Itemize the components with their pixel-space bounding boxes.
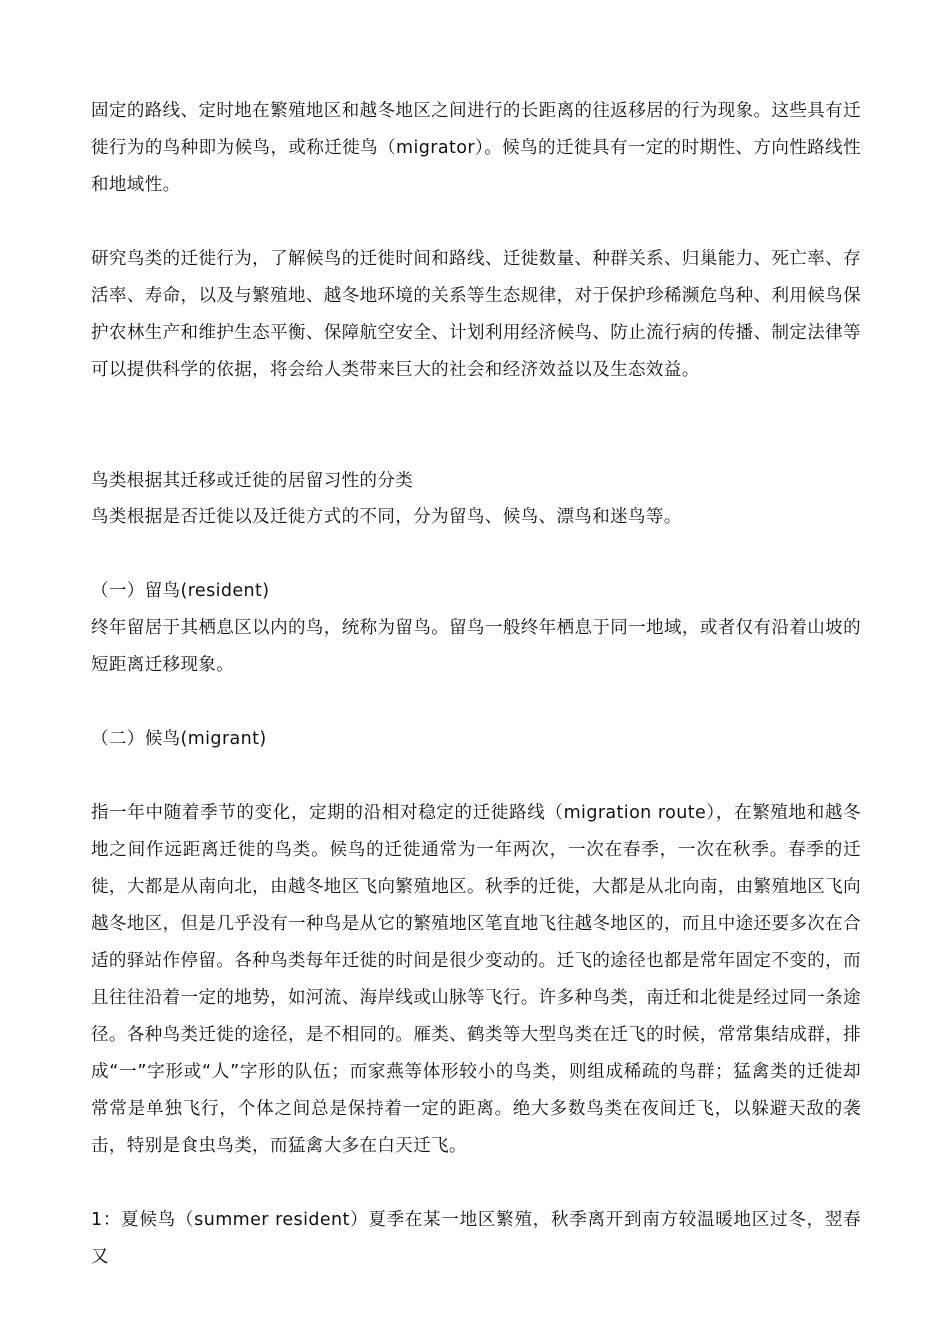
paragraph-summer-resident: 1：夏候鸟（summer resident）夏季在某一地区繁殖，秋季离开到南方较温暖地区过冬，翌春又 <box>91 1210 861 1267</box>
paragraph-migration-research: 研究鸟类的迁徙行为，了解候鸟的迁徙时间和路线、迁徙数量、种群关系、归巢能力、死亡率、存活率、寿命，以及与繁殖地、越冬地环境的关系等生态规律，对于保护珍稀濒危鸟种、利用候鸟保护农林生产和维护生态平衡、保障航空安全、计划利用经济候鸟、防止流行病的传播、制定法律等可以提供科学的依据，将会给人类带来巨大的社会和经济效益以及生态效益。 <box>91 249 861 380</box>
spacer <box>91 758 861 795</box>
document-body <box>91 93 861 1276</box>
spacer <box>91 536 861 573</box>
subheading-migrant: （二）候鸟(migrant) <box>91 729 267 749</box>
spacer <box>91 1165 861 1202</box>
section-heading-classification: 鸟类根据其迁移或迁徙的居留习性的分类 <box>91 471 414 491</box>
spacer <box>91 389 861 463</box>
paragraph-migration-definition: 固定的路线、定时地在繁殖地区和越冬地区之间进行的长距离的往返移居的行为现象。这些具有迁徙行为的鸟种即为候鸟，或称迁徙鸟（migrator）。候鸟的迁徙具有一定的时期性、方向性路线性和地域性。 <box>91 101 861 195</box>
paragraph-classification-intro: 鸟类根据是否迁徙以及迁徙方式的不同，分为留鸟、候鸟、漂鸟和迷鸟等。 <box>91 507 682 527</box>
paragraph-migrant: 指一年中随着季节的变化，定期的沿相对稳定的迁徙路线（migration route），在繁殖地和越冬地之间作远距离迁徙的鸟类。候鸟的迁徙通常为一年两次，一次在春季，一次在秋季。春季的迁徙，大都是从南向北，由越冬地区飞向繁殖地区。秋季的迁徙，大都是从北向南，由繁殖地区飞向越冬地区，但是几乎没有一种鸟是从它的繁殖地区笔直地飞往越冬地区的，而且中途还要多次在合适的驿站作停留。各种鸟类每年迁徙的时间是很少变动的。迁飞的途径也都是常年固定不变的，而且往往沿着一定的地势，如河流、海岸线或山脉等飞行。许多种鸟类，南迁和北徙是经过同一条途径。各种鸟类迁徙的途径，是不相同的。雁类、鹤类等大型鸟类在迁飞的时候，常常集结成群，排成“一”字形或“人”字形的队伍；而家燕等体形较小的鸟类，则组成稀疏的鸟群；猛禽类的迁徙却常常是单独飞行，个体之间总是保持着一定的距离。绝大多数鸟类在夜间迁飞，以躲避天敌的袭击，特别是食虫鸟类，而猛禽大多在白天迁飞。 <box>91 803 861 1156</box>
spacer <box>91 204 861 241</box>
spacer <box>91 684 861 721</box>
subheading-resident: （一）留鸟(resident) <box>91 581 270 601</box>
paragraph-resident: 终年留居于其栖息区以内的鸟，统称为留鸟。留鸟一般终年栖息于同一地域，或者仅有沿着山坡的短距离迁移现象。 <box>91 618 861 675</box>
